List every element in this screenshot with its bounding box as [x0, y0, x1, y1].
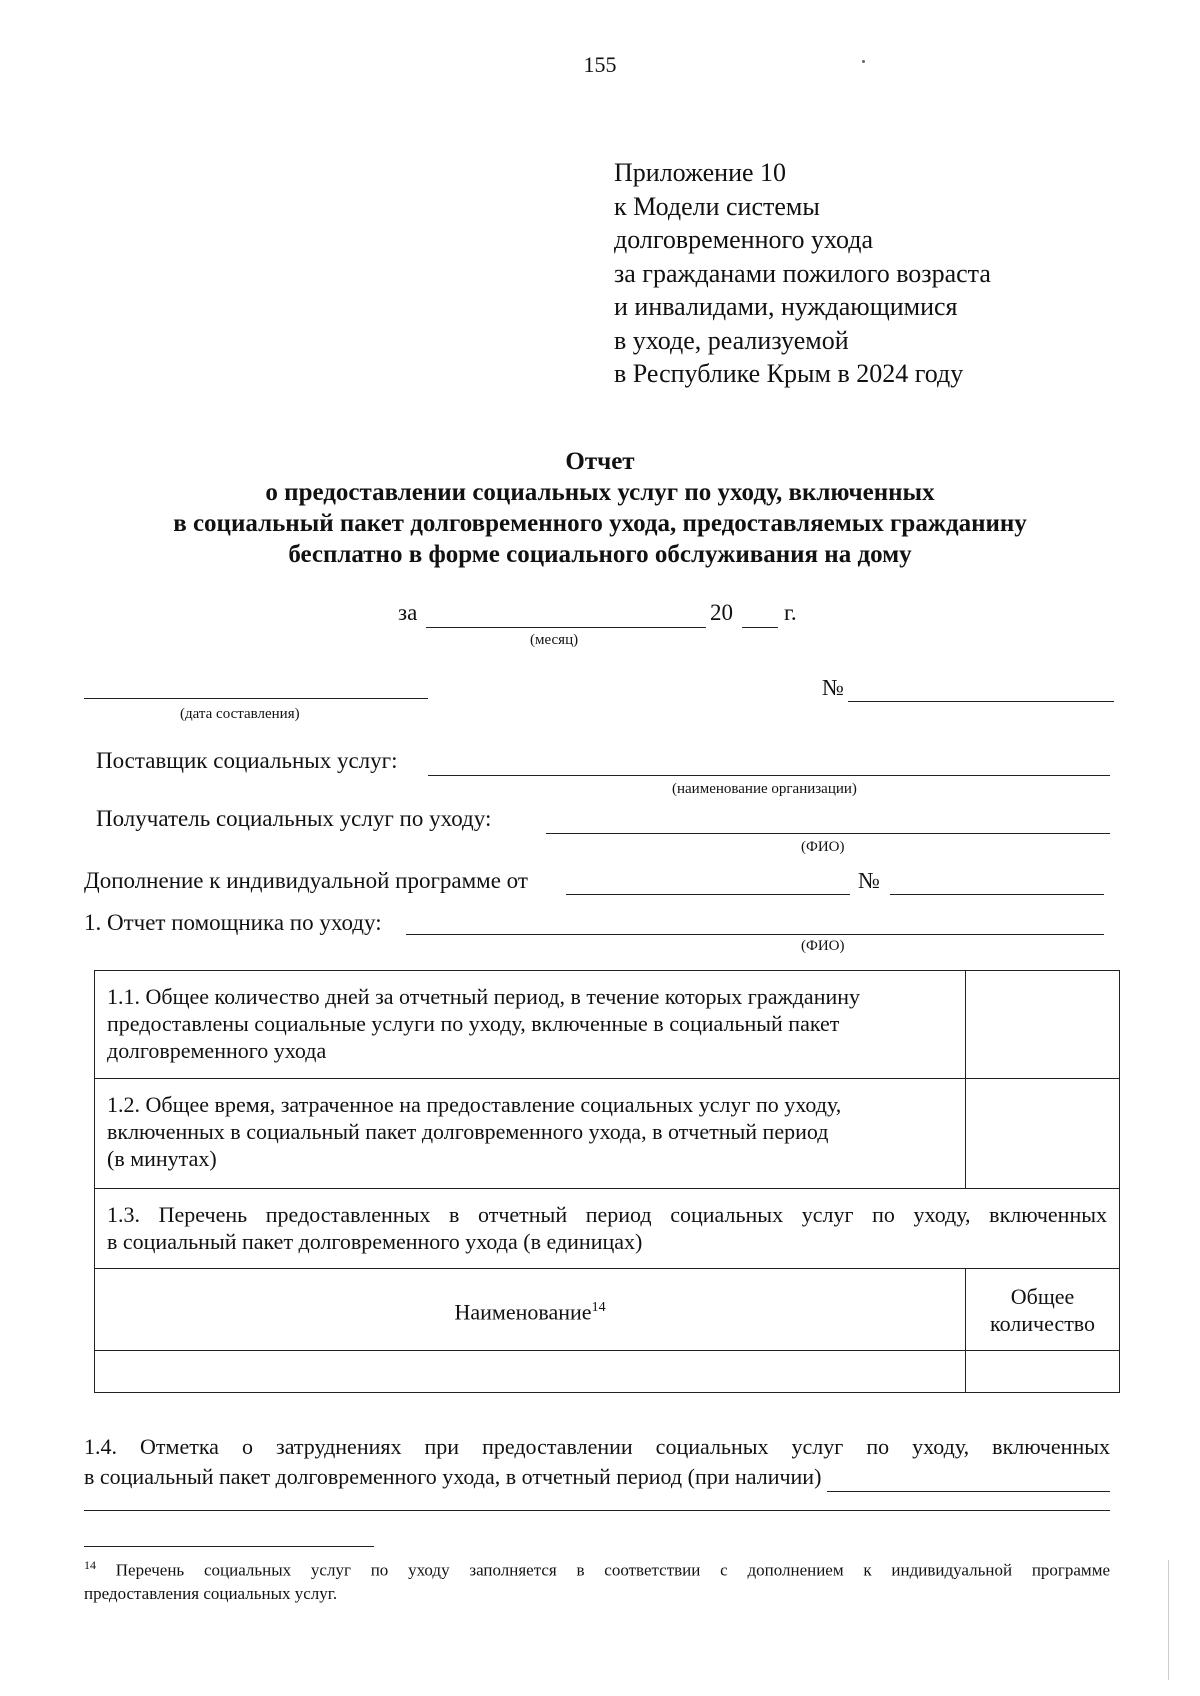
date-input-line[interactable] — [84, 698, 428, 699]
addendum-number-input-line[interactable] — [890, 894, 1104, 895]
period-prefix: за — [398, 600, 418, 625]
cell-line: 1.2. Общее время, затраченное на предоставление социальных услуг по уходу, — [107, 1092, 842, 1117]
section-1-4 — [84, 1432, 1110, 1492]
footnote-line: Перечень социальных услуг по уходу заполняется в соответствии с дополнением к индивидуальной программе — [115, 1560, 1110, 1580]
section-line: в социальный пакет долговременного ухода, в отчетный период (при наличии) — [84, 1464, 822, 1489]
recipient-label: Получатель социальных услуг по уходу: — [96, 806, 492, 831]
table-row — [95, 1351, 1120, 1393]
row-1-1-text — [95, 971, 966, 1079]
difficulties-input-line-2[interactable] — [84, 1510, 1110, 1511]
cell-line: 1.3. Перечень предоставленных в отчетный период социальных услуг по уходу, включенных — [107, 1202, 1107, 1227]
table-row — [95, 1189, 1120, 1269]
assistant-input-line[interactable] — [406, 934, 1104, 935]
service-name-cell[interactable] — [95, 1351, 966, 1393]
appendix-line: долговременного ухода — [614, 225, 874, 254]
title-line: о предоставлении социальных услуг по уходу, включенных — [265, 479, 935, 506]
addendum-label: Дополнение к индивидуальной программе от — [84, 868, 528, 893]
table-header-row — [95, 1269, 1120, 1351]
difficulties-input-line[interactable] — [827, 1469, 1110, 1492]
assistant-label: 1. Отчет помощника по уходу: — [84, 910, 382, 935]
page-number: 155 — [583, 52, 617, 77]
footnote — [84, 1554, 1110, 1605]
column-header-name-text: Наименование — [454, 1299, 592, 1325]
month-hint: (месяц) — [530, 632, 579, 648]
column-header-name — [95, 1269, 966, 1351]
appendix-line: в уходе, реализуемой — [614, 325, 849, 355]
footnote-separator — [84, 1546, 374, 1547]
appendix-line: за гражданами пожилого возраста — [614, 258, 991, 288]
scan-edge-line — [1168, 1560, 1169, 1680]
report-table — [94, 970, 1120, 1393]
year-input-line[interactable] — [742, 627, 778, 628]
provider-hint: (наименование организации) — [672, 781, 857, 797]
column-header-total — [966, 1269, 1120, 1351]
number-input-line[interactable] — [848, 701, 1114, 702]
cell-line: включенных в социальный пакет долговременного ухода, в отчетный период — [107, 1119, 829, 1144]
row-1-2-text — [95, 1079, 966, 1189]
row-1-3-text — [95, 1189, 1120, 1269]
section-line: 1.4. Отметка о затруднениях при предоставлении социальных услуг по уходу, включенных — [84, 1434, 1110, 1459]
footnote-line: предоставления социальных услуг. — [84, 1583, 338, 1603]
recipient-hint: (ФИО) — [801, 839, 845, 855]
provider-label: Поставщик социальных услуг: — [96, 748, 398, 773]
cell-line: 1.1. Общее количество дней за отчетный период, в течение которых гражданину — [107, 984, 861, 1009]
addendum-date-input-line[interactable] — [566, 894, 850, 895]
scan-speck — [862, 60, 865, 63]
appendix-line: к Модели системы — [614, 191, 820, 221]
addendum-number-label: № — [858, 868, 880, 893]
table-row — [95, 1079, 1120, 1189]
appendix-line: и инвалидами, нуждающимися — [614, 292, 958, 321]
appendix-line: Приложение 10 — [614, 158, 787, 187]
service-total-cell[interactable] — [966, 1351, 1120, 1393]
title-line: в социальный пакет долговременного ухода, предоставляемых гражданину — [173, 510, 1027, 537]
number-label: № — [822, 675, 844, 700]
column-header-total-line: Общее — [1010, 1283, 1075, 1309]
month-input-line[interactable] — [426, 627, 706, 628]
assistant-hint: (ФИО) — [801, 938, 845, 954]
period-suffix: г. — [784, 600, 797, 625]
appendix-block — [614, 156, 991, 391]
appendix-line: в Республике Крым в 2024 году — [614, 359, 964, 388]
footnote-marker: 14 — [84, 1558, 96, 1572]
title-heading: Отчет — [565, 448, 635, 475]
date-hint: (дата составления) — [180, 706, 300, 722]
period-year-prefix: 20 — [710, 600, 733, 625]
document-title — [60, 446, 1140, 570]
column-header-total-line: количество — [990, 1310, 1096, 1336]
cell-line: долговременного ухода — [107, 1038, 327, 1063]
row-1-2-value-cell[interactable] — [966, 1079, 1120, 1189]
footnote-ref: 14 — [591, 1299, 606, 1315]
cell-line: в социальный пакет долговременного ухода (в единицах) — [107, 1229, 643, 1254]
recipient-input-line[interactable] — [546, 833, 1110, 834]
title-line: бесплатно в форме социального обслуживания на дому — [288, 541, 912, 568]
table-row — [95, 971, 1120, 1079]
provider-input-line[interactable] — [428, 775, 1110, 776]
cell-line: предоставлены социальные услуги по уходу, включенные в социальный пакет — [107, 1011, 840, 1036]
cell-line: (в минутах) — [107, 1146, 217, 1171]
row-1-1-value-cell[interactable] — [966, 971, 1120, 1079]
